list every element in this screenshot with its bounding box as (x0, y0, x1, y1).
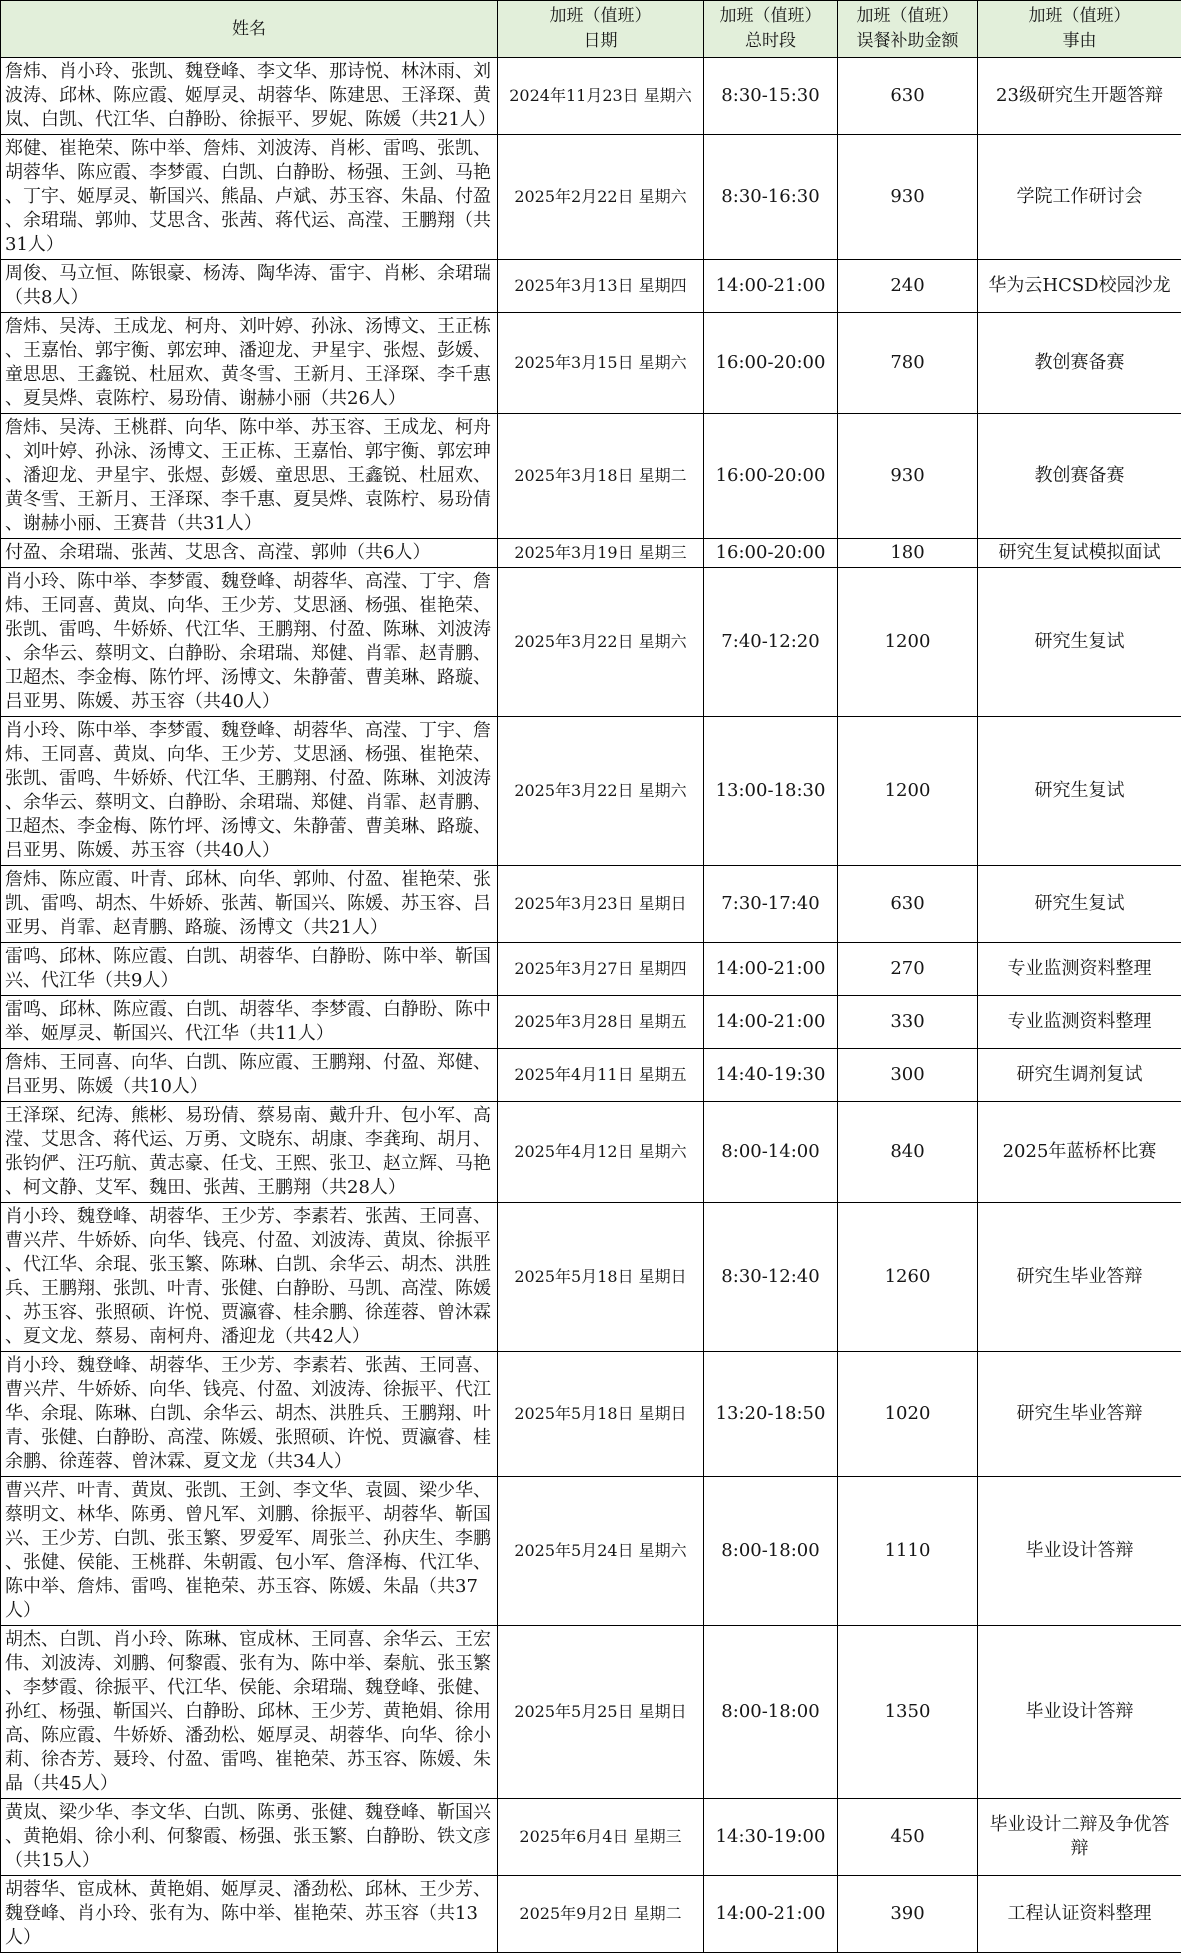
reason-cell: 教创赛备赛 (978, 313, 1181, 414)
amount-cell: 240 (838, 260, 978, 313)
table-row (1, 58, 1181, 135)
table-row (1, 1102, 1181, 1203)
amount-cell: 1200 (838, 568, 978, 717)
time-cell: 13:20-18:50 (704, 1352, 838, 1477)
reason-cell: 研究生复试 (978, 866, 1181, 943)
names-cell: 肖小玲、魏登峰、胡蓉华、王少芳、李素若、张茜、王同喜、曹兴芹、牛娇娇、向华、钱亮、付盈、刘波涛、黄岚、徐振平、代江华、余琨、张玉繁、陈琳、白凯、余华云、胡杰、洪胜兵、王鹏翔、张凯、叶青、张健、白静盼、马凯、高滢、陈媛、苏玉容、张照硕、许悦、贾瀛睿、桂余鹏、徐莲蓉、曾沐霖、夏文龙、蔡易、南柯舟、潘迎龙（共42人） (1, 1203, 498, 1352)
table-row (1, 414, 1181, 539)
amount-cell: 450 (838, 1799, 978, 1876)
names-cell: 雷鸣、邱林、陈应霞、白凯、胡蓉华、白静盼、陈中举、靳国兴、代江华（共9人） (1, 943, 498, 996)
time-cell: 14:40-19:30 (704, 1049, 838, 1102)
table-row (1, 996, 1181, 1049)
reason-cell: 华为云HCSD校园沙龙 (978, 260, 1181, 313)
names-cell: 胡杰、白凯、肖小玲、陈琳、宦成林、王同喜、余华云、王宏伟、刘波涛、刘鹏、何黎霞、张有为、陈中举、秦航、张玉繁、李梦霞、徐振平、代江华、侯能、余珺瑞、魏登峰、张健、孙红、杨强、靳国兴、白静盼、邱林、王少芳、黄艳娟、徐用高、陈应霞、牛娇娇、潘劲松、姬厚灵、胡蓉华、向华、徐小莉、徐杏芳、聂玲、付盈、雷鸣、崔艳荣、苏玉容、陈媛、朱晶（共45人） (1, 1626, 498, 1799)
table-row (1, 1352, 1181, 1477)
table-row (1, 866, 1181, 943)
date-cell: 2025年5月18日 星期日 (498, 1352, 704, 1477)
date-cell: 2024年11月23日 星期六 (498, 58, 704, 135)
time-cell: 14:30-19:00 (704, 1799, 838, 1876)
reason-cell: 专业监测资料整理 (978, 943, 1181, 996)
col-header-reason (978, 1, 1181, 58)
time-cell: 16:00-20:00 (704, 539, 838, 568)
amount-cell: 630 (838, 866, 978, 943)
amount-cell: 300 (838, 1049, 978, 1102)
table-row (1, 260, 1181, 313)
table-row (1, 1203, 1181, 1352)
table-row (1, 539, 1181, 568)
amount-cell: 1200 (838, 717, 978, 866)
col-header-date-line2: 日期 (500, 29, 701, 54)
reason-cell: 研究生调剂复试 (978, 1049, 1181, 1102)
time-cell: 8:30-12:40 (704, 1203, 838, 1352)
names-cell: 付盈、余珺瑞、张茜、艾思含、高滢、郭帅（共6人） (1, 539, 498, 568)
time-cell: 14:00-21:00 (704, 1876, 838, 1953)
names-cell: 雷鸣、邱林、陈应霞、白凯、胡蓉华、李梦霞、白静盼、陈中举、姬厚灵、靳国兴、代江华（共11人） (1, 996, 498, 1049)
date-cell: 2025年3月23日 星期日 (498, 866, 704, 943)
table-row (1, 1626, 1181, 1799)
date-cell: 2025年3月15日 星期六 (498, 313, 704, 414)
col-header-name-label: 姓名 (232, 19, 266, 39)
col-header-amount-line2: 误餐补助金额 (840, 29, 975, 54)
table-row (1, 943, 1181, 996)
time-cell: 14:00-21:00 (704, 996, 838, 1049)
table-row (1, 1049, 1181, 1102)
names-cell: 王泽琛、纪涛、熊彬、易玢倩、蔡易南、戴升升、包小军、高滢、艾思含、蒋代运、万勇、文晓东、胡康、李龚珣、胡月、张钧俨、汪巧航、黄志豪、任戈、王熙、张卫、赵立辉、马艳、柯文静、艾军、魏田、张茜、王鹏翔（共28人） (1, 1102, 498, 1203)
date-cell: 2025年3月13日 星期四 (498, 260, 704, 313)
time-cell: 13:00-18:30 (704, 717, 838, 866)
names-cell: 詹炜、吴涛、王桃群、向华、陈中举、苏玉容、王成龙、柯舟、刘叶婷、孙泳、汤博文、王正栋、王嘉怡、郭宇衡、郭宏珅、潘迎龙、尹星宇、张煜、彭媛、童思思、王鑫锐、杜屈欢、黄冬雪、王新月、王泽琛、李千惠、夏昊烨、袁陈柠、易玢倩、谢赫小丽、王赛昔（共31人） (1, 414, 498, 539)
date-cell: 2025年5月24日 星期六 (498, 1477, 704, 1626)
names-cell: 肖小玲、陈中举、李梦霞、魏登峰、胡蓉华、高滢、丁宇、詹炜、王同喜、黄岚、向华、王少芳、艾思涵、杨强、崔艳荣、张凯、雷鸣、牛娇娇、代江华、王鹏翔、付盈、陈琳、刘波涛、余华云、蔡明文、白静盼、余珺瑞、郑健、肖霏、赵青鹏、卫超杰、李金梅、陈竹坪、汤博文、朱静蕾、曹美琳、路璇、吕亚男、陈媛、苏玉容（共40人） (1, 717, 498, 866)
table-row (1, 313, 1181, 414)
names-cell: 詹炜、肖小玲、张凯、魏登峰、李文华、那诗悦、林沐雨、刘波涛、邱林、陈应霞、姬厚灵、胡蓉华、陈建思、王泽琛、黄岚、白凯、代江华、白静盼、徐振平、罗妮、陈媛（共21人） (1, 58, 498, 135)
col-header-date (498, 1, 704, 58)
date-cell: 2025年4月12日 星期六 (498, 1102, 704, 1203)
time-cell: 16:00-20:00 (704, 313, 838, 414)
time-cell: 14:00-21:00 (704, 260, 838, 313)
time-cell: 16:00-20:00 (704, 414, 838, 539)
col-header-amount (838, 1, 978, 58)
reason-cell: 教创赛备赛 (978, 414, 1181, 539)
reason-cell: 毕业设计答辩 (978, 1626, 1181, 1799)
names-cell: 肖小玲、魏登峰、胡蓉华、王少芳、李素若、张茜、王同喜、曹兴芹、牛娇娇、向华、钱亮、付盈、刘波涛、徐振平、代江华、余琨、陈琳、白凯、余华云、胡杰、洪胜兵、王鹏翔、叶青、张健、白静盼、高滢、陈媛、张照硕、许悦、贾瀛睿、桂余鹏、徐莲蓉、曾沐霖、夏文龙（共34人） (1, 1352, 498, 1477)
date-cell: 2025年9月2日 星期二 (498, 1876, 704, 1953)
names-cell: 胡蓉华、宦成林、黄艳娟、姬厚灵、潘劲松、邱林、王少芳、魏登峰、肖小玲、张有为、陈中举、崔艳荣、苏玉容（共13人） (1, 1876, 498, 1953)
col-header-time (704, 1, 838, 58)
amount-cell: 1110 (838, 1477, 978, 1626)
reason-cell: 研究生复试 (978, 568, 1181, 717)
header-row (1, 1, 1181, 58)
names-cell: 郑健、崔艳荣、陈中举、詹炜、刘波涛、肖彬、雷鸣、张凯、胡蓉华、陈应霞、李梦霞、白凯、白静盼、杨强、王剑、马艳、丁宇、姬厚灵、靳国兴、熊晶、卢斌、苏玉容、朱晶、付盈、余珺瑞、郭帅、艾思含、张茜、蒋代运、高滢、王鹏翔（共31人） (1, 135, 498, 260)
amount-cell: 390 (838, 1876, 978, 1953)
time-cell: 8:00-14:00 (704, 1102, 838, 1203)
date-cell: 2025年3月18日 星期二 (498, 414, 704, 539)
names-cell: 曹兴芹、叶青、黄岚、张凯、王剑、李文华、袁圆、梁少华、蔡明文、林华、陈勇、曾凡军、刘鹏、徐振平、胡蓉华、靳国兴、王少芳、白凯、张玉繁、罗爱军、周张兰、孙庆生、李鹏、张健、侯能、王桃群、朱朝霞、包小军、詹泽梅、代江华、陈中举、詹炜、雷鸣、崔艳荣、苏玉容、陈媛、朱晶（共37人） (1, 1477, 498, 1626)
col-header-date-line1: 加班（值班） (500, 4, 701, 29)
date-cell: 2025年4月11日 星期五 (498, 1049, 704, 1102)
names-cell: 詹炜、陈应霞、叶青、邱林、向华、郭帅、付盈、崔艳荣、张凯、雷鸣、胡杰、牛娇娇、张茜、靳国兴、陈媛、苏玉容、吕亚男、肖霏、赵青鹏、路璇、汤博文（共21人） (1, 866, 498, 943)
reason-cell: 学院工作研讨会 (978, 135, 1181, 260)
col-header-reason-line2: 事由 (980, 29, 1179, 54)
reason-cell: 专业监测资料整理 (978, 996, 1181, 1049)
reason-cell: 研究生毕业答辩 (978, 1203, 1181, 1352)
reason-cell: 研究生毕业答辩 (978, 1352, 1181, 1477)
table-row (1, 568, 1181, 717)
reason-cell: 2025年蓝桥杯比赛 (978, 1102, 1181, 1203)
time-cell: 8:00-18:00 (704, 1626, 838, 1799)
col-header-amount-line1: 加班（值班） (840, 4, 975, 29)
time-cell: 7:30-17:40 (704, 866, 838, 943)
table-row (1, 1477, 1181, 1626)
names-cell: 肖小玲、陈中举、李梦霞、魏登峰、胡蓉华、高滢、丁宇、詹炜、王同喜、黄岚、向华、王少芳、艾思涵、杨强、崔艳荣、张凯、雷鸣、牛娇娇、代江华、王鹏翔、付盈、陈琳、刘波涛、余华云、蔡明文、白静盼、余珺瑞、郑健、肖霏、赵青鹏、卫超杰、李金梅、陈竹坪、汤博文、朱静蕾、曹美琳、路璇、吕亚男、陈媛、苏玉容（共40人） (1, 568, 498, 717)
amount-cell: 270 (838, 943, 978, 996)
date-cell: 2025年3月27日 星期四 (498, 943, 704, 996)
reason-cell: 23级研究生开题答辩 (978, 58, 1181, 135)
time-cell: 7:40-12:20 (704, 568, 838, 717)
amount-cell: 180 (838, 539, 978, 568)
amount-cell: 1020 (838, 1352, 978, 1477)
amount-cell: 1260 (838, 1203, 978, 1352)
col-header-time-line1: 加班（值班） (706, 4, 835, 29)
names-cell: 黄岚、梁少华、李文华、白凯、陈勇、张健、魏登峰、靳国兴、黄艳娟、徐小利、何黎霞、杨强、张玉繁、白静盼、铁文彦（共15人） (1, 1799, 498, 1876)
date-cell: 2025年3月22日 星期六 (498, 568, 704, 717)
reason-cell: 毕业设计二辩及争优答辩 (978, 1799, 1181, 1876)
date-cell: 2025年5月18日 星期日 (498, 1203, 704, 1352)
table-row (1, 717, 1181, 866)
amount-cell: 330 (838, 996, 978, 1049)
time-cell: 14:00-21:00 (704, 943, 838, 996)
date-cell: 2025年3月19日 星期三 (498, 539, 704, 568)
table-row (1, 1799, 1181, 1876)
amount-cell: 1350 (838, 1626, 978, 1799)
reason-cell: 工程认证资料整理 (978, 1876, 1181, 1953)
amount-cell: 630 (838, 58, 978, 135)
reason-cell: 毕业设计答辩 (978, 1477, 1181, 1626)
col-header-time-line2: 总时段 (706, 29, 835, 54)
date-cell: 2025年6月4日 星期三 (498, 1799, 704, 1876)
reason-cell: 研究生复试 (978, 717, 1181, 866)
table-row (1, 135, 1181, 260)
time-cell: 8:30-15:30 (704, 58, 838, 135)
names-cell: 詹炜、王同喜、向华、白凯、陈应霞、王鹏翔、付盈、郑健、吕亚男、陈媛（共10人） (1, 1049, 498, 1102)
reason-cell: 研究生复试模拟面试 (978, 539, 1181, 568)
date-cell: 2025年5月25日 星期日 (498, 1626, 704, 1799)
names-cell: 周俊、马立恒、陈银豪、杨涛、陶华涛、雷宇、肖彬、余珺瑞（共8人） (1, 260, 498, 313)
time-cell: 8:30-16:30 (704, 135, 838, 260)
date-cell: 2025年2月22日 星期六 (498, 135, 704, 260)
table-row (1, 1876, 1181, 1953)
date-cell: 2025年3月22日 星期六 (498, 717, 704, 866)
amount-cell: 840 (838, 1102, 978, 1203)
date-cell: 2025年3月28日 星期五 (498, 996, 704, 1049)
time-cell: 8:00-18:00 (704, 1477, 838, 1626)
amount-cell: 780 (838, 313, 978, 414)
amount-cell: 930 (838, 414, 978, 539)
amount-cell: 930 (838, 135, 978, 260)
col-header-reason-line1: 加班（值班） (980, 4, 1179, 29)
names-cell: 詹炜、吴涛、王成龙、柯舟、刘叶婷、孙泳、汤博文、王正栋、王嘉怡、郭宇衡、郭宏珅、潘迎龙、尹星宇、张煜、彭媛、童思思、王鑫锐、杜屈欢、黄冬雪、王新月、王泽琛、李千惠、夏昊烨、袁陈柠、易玢倩、谢赫小丽（共26人） (1, 313, 498, 414)
col-header-name (1, 1, 498, 58)
